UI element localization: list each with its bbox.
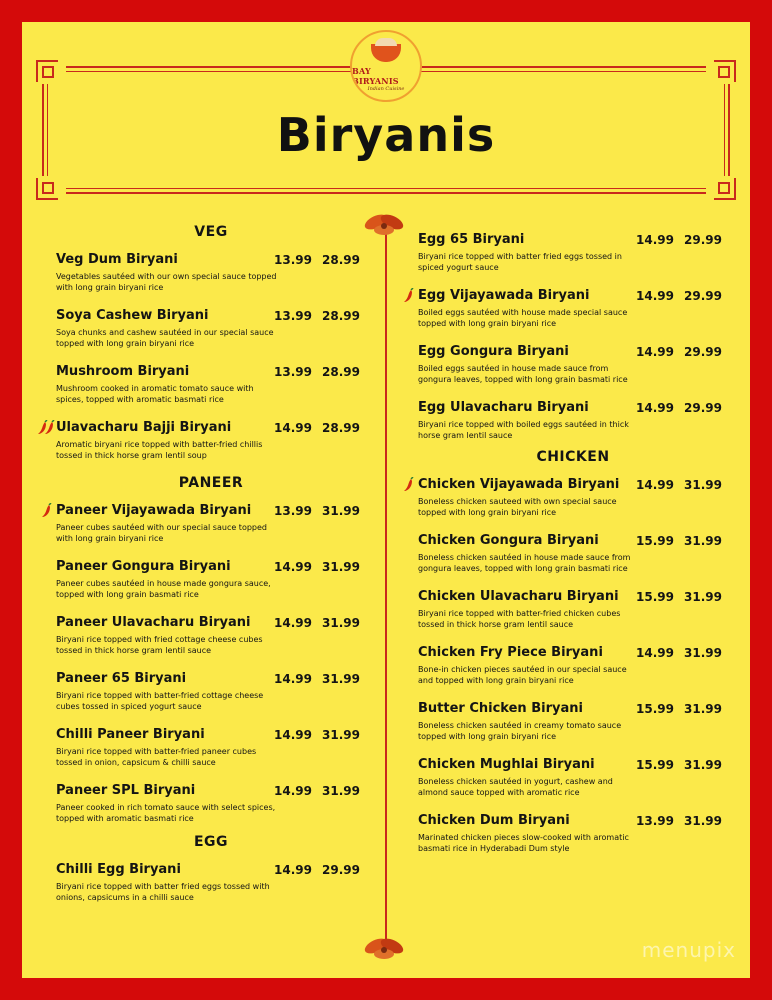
- item-name: Chicken Gongura Biryani: [418, 533, 599, 548]
- item-description: Boneless chicken sautéed in creamy tomato sauce topped with long grain biryani rice: [418, 721, 622, 741]
- item-name: Soya Cashew Biryani: [56, 308, 209, 323]
- watermark: menupix: [641, 938, 736, 962]
- item-price-family: 28.99: [322, 365, 360, 379]
- menu-item: [56, 559, 366, 600]
- item-price-regular: 14.99: [636, 646, 674, 660]
- menu-item: [418, 533, 728, 574]
- item-price-family: 31.99: [684, 758, 722, 772]
- item-price-family: 29.99: [684, 401, 722, 415]
- item-description: Soya chunks and cashew sautéed in our special sauce topped with long grain biryani rice: [56, 328, 274, 348]
- menu-item: [418, 813, 728, 854]
- chili-icon: [402, 288, 414, 304]
- item-price-regular: 15.99: [636, 702, 674, 716]
- menu-item: [418, 477, 728, 518]
- menu-item: [418, 400, 728, 441]
- item-description: Paneer cubes sautéed with our special sauce topped with long grain biryani rice: [56, 523, 267, 543]
- item-description: Biryani rice topped with fried cottage cheese cubes tossed in thick horse gram lentil sauce: [56, 635, 263, 655]
- item-price-family: 28.99: [322, 309, 360, 323]
- item-price-regular: 14.99: [274, 421, 312, 435]
- item-name: Chicken Fry Piece Biryani: [418, 645, 603, 660]
- chili-icon: [40, 503, 52, 519]
- item-description: Marinated chicken pieces slow-cooked with aromatic basmati rice in Hyderabadi Dum style: [418, 833, 629, 853]
- menu-item: [418, 757, 728, 798]
- menu-item: [56, 503, 366, 544]
- item-description: Biryani rice topped with batter-fried chicken cubes tossed in thick horse gram lentil sauce: [418, 609, 621, 629]
- page-title: Biryanis: [276, 108, 496, 162]
- leaf-ornament-icon: [362, 208, 406, 242]
- menu-item: [56, 615, 366, 656]
- item-name: Egg Vijayawada Biryani: [418, 288, 590, 303]
- logo-brand: BAY BIRYANIS: [352, 66, 399, 86]
- logo-tagline: Indian Cuisine: [367, 86, 405, 92]
- item-description: Boneless chicken sautéed in yogurt, cashew and almond sauce topped with aromatic rice: [418, 777, 613, 797]
- item-price-regular: 14.99: [274, 863, 312, 877]
- item-name: Chicken Ulavacharu Biryani: [418, 589, 619, 604]
- item-description: Biryani rice topped with boiled eggs sautéed in thick horse gram lentil sauce: [418, 420, 629, 440]
- item-name: Paneer SPL Biryani: [56, 783, 196, 798]
- menu-item: [418, 589, 728, 630]
- menu-item: [418, 232, 728, 273]
- item-price-regular: 14.99: [274, 672, 312, 686]
- item-price-regular: 14.99: [636, 478, 674, 492]
- item-description: Biryani rice topped with batter fried eggs tossed with onions, capsicums in a chilli sauce: [56, 882, 270, 902]
- brand-logo: [350, 30, 422, 102]
- item-price-family: 29.99: [684, 289, 722, 303]
- left-column: [56, 222, 366, 903]
- item-price-family: 31.99: [322, 728, 360, 742]
- item-price-family: 28.99: [322, 253, 360, 267]
- item-description: Paneer cooked in rich tomato sauce with select spices, topped with aromatic basmati rice: [56, 803, 276, 823]
- column-divider: [385, 232, 387, 952]
- item-name: Paneer Vijayawada Biryani: [56, 503, 252, 518]
- item-description: Biryani rice topped with batter-fried paneer cubes tossed in onion, capsicum & chilli sauce: [56, 747, 257, 767]
- item-name: Butter Chicken Biryani: [418, 701, 583, 716]
- item-price-regular: 13.99: [274, 504, 312, 518]
- item-name: Chicken Vijayawada Biryani: [418, 477, 620, 492]
- item-description: Mushroom cooked in aromatic tomato sauce with spices, topped with aromatic basmati rice: [56, 384, 254, 404]
- menu-item: [56, 671, 366, 712]
- menu-item: [56, 420, 366, 461]
- item-description: Boneless chicken sautéed in house made sauce from gongura leaves, topped with long grain basmati rice: [418, 553, 631, 573]
- menu-item: [418, 288, 728, 329]
- item-price-family: 31.99: [684, 478, 722, 492]
- item-price-regular: 15.99: [636, 590, 674, 604]
- menu-item: [56, 783, 366, 824]
- item-name: Egg 65 Biryani: [418, 232, 525, 247]
- chili-icon: [402, 477, 414, 493]
- item-price-regular: 14.99: [274, 728, 312, 742]
- item-price-regular: 14.99: [636, 401, 674, 415]
- item-price-family: 31.99: [322, 504, 360, 518]
- menu-item: [56, 862, 366, 903]
- item-name: Chicken Dum Biryani: [418, 813, 570, 828]
- menu-page: [22, 22, 750, 978]
- menu-item: [56, 252, 366, 293]
- item-price-family: 31.99: [322, 672, 360, 686]
- item-price-regular: 15.99: [636, 534, 674, 548]
- menu-item: [418, 701, 728, 742]
- item-price-regular: 14.99: [274, 616, 312, 630]
- item-price-regular: 13.99: [274, 365, 312, 379]
- item-price-regular: 14.99: [636, 345, 674, 359]
- item-description: Boneless chicken sauteed with own special sauce topped with long grain biryani rice: [418, 497, 617, 517]
- item-price-family: 31.99: [684, 534, 722, 548]
- item-description: Bone-in chicken pieces sautéed in our special sauce and topped with long grain biryani rice: [418, 665, 627, 685]
- item-name: Chilli Egg Biryani: [56, 862, 181, 877]
- item-name: Egg Ulavacharu Biryani: [418, 400, 589, 415]
- item-price-family: 29.99: [322, 863, 360, 877]
- right-column: [418, 232, 728, 854]
- item-price-regular: 14.99: [636, 233, 674, 247]
- item-price-regular: 14.99: [274, 784, 312, 798]
- item-price-family: 31.99: [322, 784, 360, 798]
- item-description: Boiled eggs sautéed with house made special sauce topped with long grain biryani rice: [418, 308, 628, 328]
- item-name: Mushroom Biryani: [56, 364, 190, 379]
- item-name: Veg Dum Biryani: [56, 252, 178, 267]
- leaf-ornament-icon: [362, 930, 406, 964]
- item-price-regular: 14.99: [636, 289, 674, 303]
- item-description: Biryani rice topped with batter fried eggs tossed in spiced yogurt sauce: [418, 252, 622, 272]
- section-heading-egg: EGG: [193, 834, 229, 850]
- item-price-family: 29.99: [684, 233, 722, 247]
- item-price-regular: 15.99: [636, 758, 674, 772]
- item-price-family: 31.99: [322, 560, 360, 574]
- item-price-family: 31.99: [684, 646, 722, 660]
- item-name: Egg Gongura Biryani: [418, 344, 569, 359]
- item-price-family: 31.99: [684, 814, 722, 828]
- menu-item: [418, 344, 728, 385]
- item-price-family: 31.99: [684, 702, 722, 716]
- item-description: Aromatic biryani rice topped with batter-fried chillis tossed in thick horse gram lentil soup: [56, 440, 263, 460]
- item-name: Paneer Gongura Biryani: [56, 559, 231, 574]
- item-price-family: 28.99: [322, 421, 360, 435]
- menu-item: [56, 364, 366, 405]
- item-name: Ulavacharu Bajji Biryani: [56, 420, 232, 435]
- item-name: Paneer 65 Biryani: [56, 671, 187, 686]
- item-price-family: 31.99: [684, 590, 722, 604]
- item-name: Paneer Ulavacharu Biryani: [56, 615, 251, 630]
- section-heading-chicken: CHICKEN: [536, 449, 610, 465]
- menu-item: [56, 308, 366, 349]
- chili-icon: [43, 420, 55, 436]
- item-price-regular: 14.99: [274, 560, 312, 574]
- menu-item: [418, 645, 728, 686]
- item-price-family: 31.99: [322, 616, 360, 630]
- biryani-pot-icon: [371, 44, 401, 62]
- section-heading-paneer: PANEER: [178, 475, 244, 491]
- menu-item: [56, 727, 366, 768]
- item-description: Biryani rice topped with batter-fried cottage cheese cubes tossed in spiced yogurt sauce: [56, 691, 264, 711]
- item-price-regular: 13.99: [274, 253, 312, 267]
- item-name: Chicken Mughlai Biryani: [418, 757, 595, 772]
- item-name: Chilli Paneer Biryani: [56, 727, 205, 742]
- item-description: Paneer cubes sautéed in house made gongura sauce, topped with long grain basmati rice: [56, 579, 271, 599]
- item-price-regular: 13.99: [636, 814, 674, 828]
- item-price-family: 29.99: [684, 345, 722, 359]
- item-description: Vegetables sautéed with our own special sauce topped with long grain biryani rice: [56, 272, 277, 292]
- item-price-regular: 13.99: [274, 309, 312, 323]
- section-heading-veg: VEG: [194, 224, 228, 240]
- item-description: Boiled eggs sautéed in house made sauce from gongura leaves, topped with long grain basmati rice: [418, 364, 628, 384]
